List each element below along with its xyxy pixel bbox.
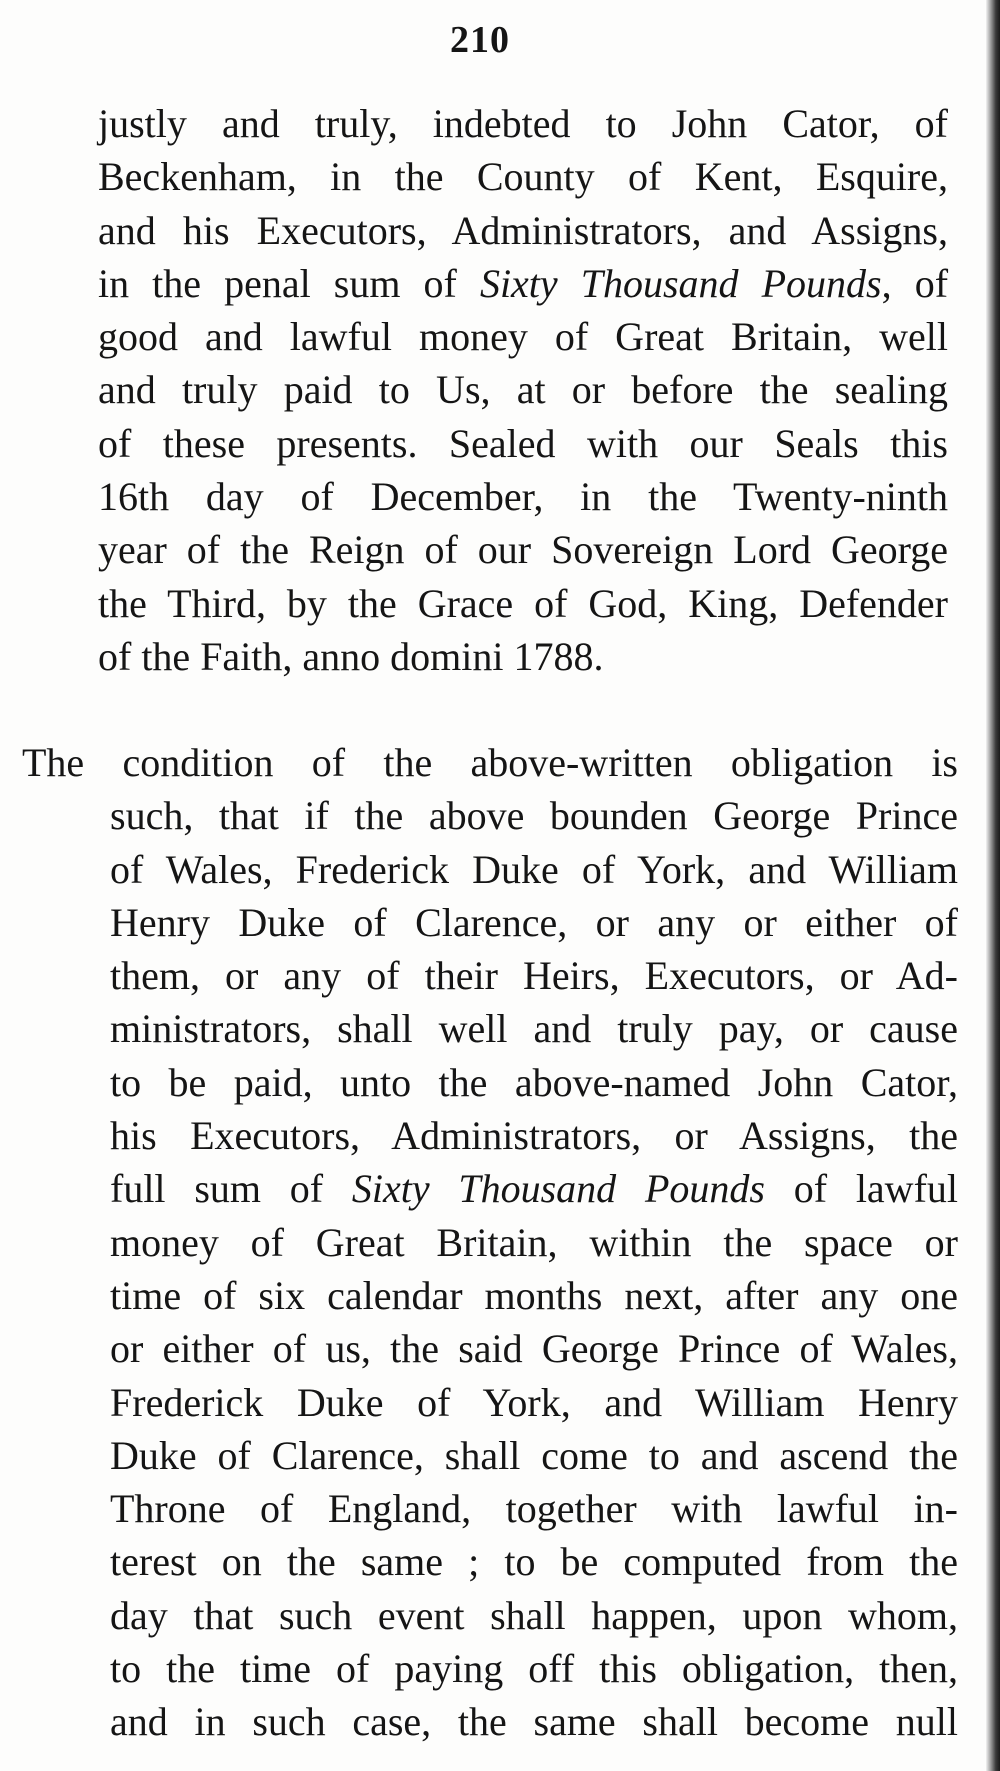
text-line: Throne of England, together with lawful in- [110, 1486, 958, 1532]
text-line: money of Great Britain, within the space or [110, 1219, 958, 1265]
italic-phrase: Sixty Thousand Pounds [351, 1166, 765, 1212]
text-line: and in such case, the same shall become null [110, 1699, 958, 1745]
text-line: them, or any of their Heirs, Executors, or Ad- [110, 953, 958, 999]
text-line: the Third, by the Grace of God, King, Defender [98, 580, 948, 626]
text-line: 16th day of December, in the Twenty-ninth [98, 474, 948, 520]
text-line: day that such event shall happen, upon whom, [110, 1592, 958, 1638]
text-line: terest on the same ; to be computed from the [110, 1539, 958, 1585]
text-line: his Executors, Administrators, or Assigns, the [110, 1113, 958, 1159]
text-line: justly and truly, indebted to John Cator, of [98, 101, 948, 146]
text-line: of the Faith, anno domini 1788. [98, 633, 604, 679]
text-line: time of six calendar months next, after any one [110, 1272, 958, 1318]
page-number: 210 [450, 19, 510, 61]
text-line: ministrators, shall well and truly pay, or cause [110, 1006, 958, 1052]
text-line: to the time of paying off this obligation, then, [110, 1646, 958, 1692]
text-line: Beckenham, in the County of Kent, Esquire, [98, 154, 948, 200]
paragraph-bond-text [98, 97, 948, 683]
text-line: year of the Reign of our Sovereign Lord George [98, 527, 948, 573]
text-line: The condition of the above-written obligation is [22, 740, 958, 785]
text-line: in the penal sum of Sixty Thousand Pounds, of [98, 260, 949, 306]
text-line: full sum of Sixty Thousand Pounds of lawful [110, 1166, 959, 1212]
text-line: Frederick Duke of York, and William Henry [110, 1379, 958, 1425]
text-line: good and lawful money of Great Britain, well [98, 314, 948, 360]
text-line: Duke of Clarence, shall come to and ascend the [110, 1432, 958, 1478]
italic-phrase: Sixty Thousand Pounds [479, 260, 882, 306]
text-line: Henry Duke of Clarence, or any or either of [110, 899, 958, 945]
text-line: of Wales, Frederick Duke of York, and William [110, 846, 958, 892]
text-line: and his Executors, Administrators, and Assigns, [98, 207, 948, 253]
text-line: or either of us, the said George Prince of Wales, [110, 1326, 958, 1372]
paragraph-condition [22, 736, 958, 1749]
text-line: to be paid, unto the above-named John Cator, [110, 1059, 958, 1105]
text-line: of these presents. Sealed with our Seals this [98, 420, 948, 466]
text-line: such, that if the above bounden George Prince [110, 793, 958, 839]
page-edge-shadow [986, 0, 1000, 1771]
text-line: and truly paid to Us, at or before the sealing [98, 367, 948, 413]
